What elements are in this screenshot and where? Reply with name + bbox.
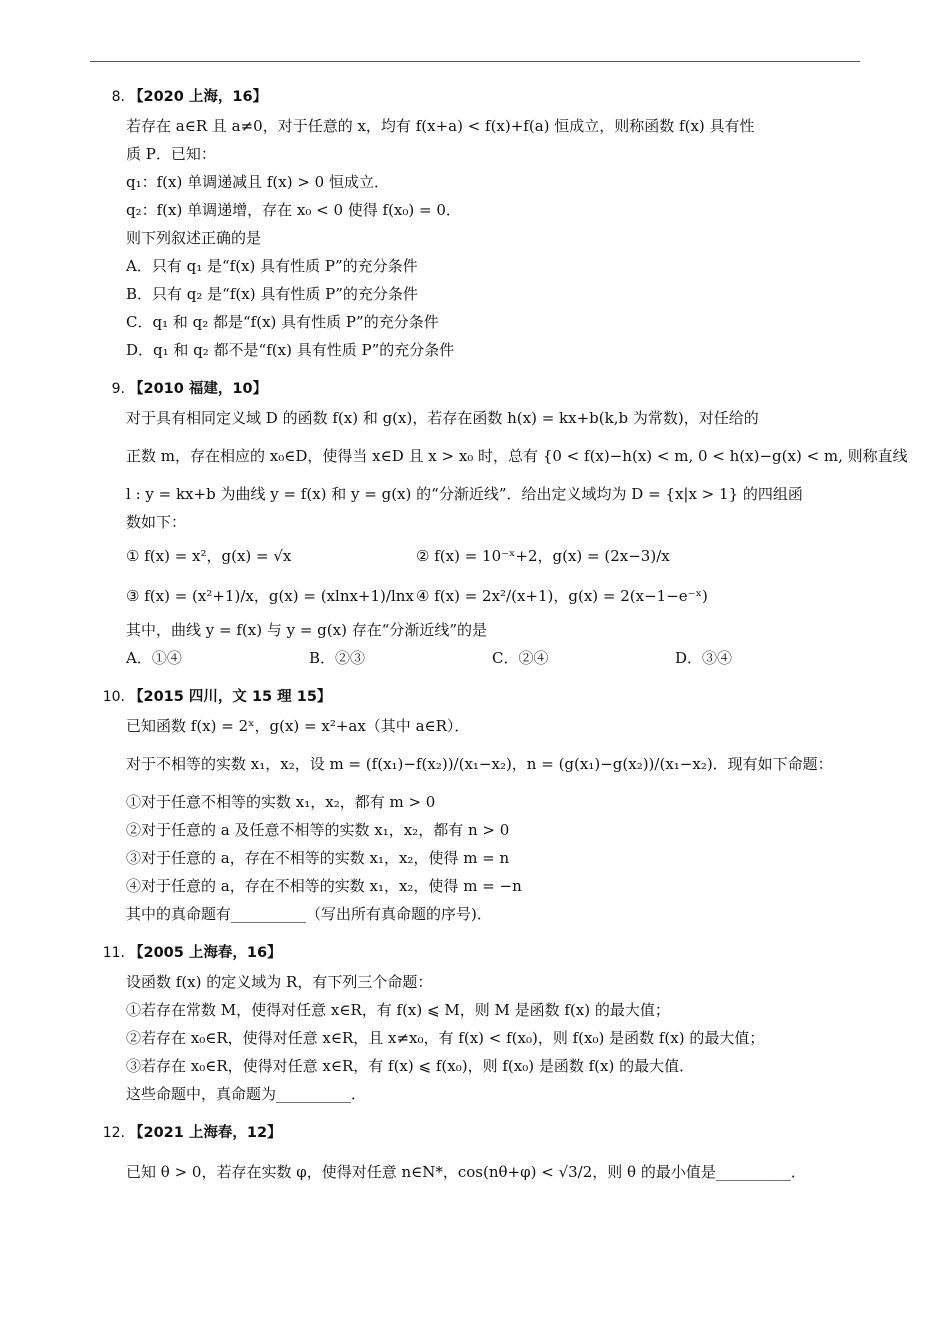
option-a: A．只有 q₁ 是“f(x) 具有性质 P”的充分条件 <box>126 257 418 275</box>
question-prompt: 这些命题中，真命题为__________． <box>126 1085 367 1103</box>
question-number: 11. <box>102 945 125 961</box>
question-source: 【2005 上海春，16】 <box>129 945 282 961</box>
question-prompt: 其中的真命题有__________（写出所有真命题的序号)． <box>126 905 492 923</box>
question-9 <box>93 374 908 672</box>
question-number: 10. <box>102 689 125 705</box>
proposition-4: ④对于任意的 a，存在不相等的实数 x₁，x₂，使得 m = −n <box>126 877 522 895</box>
option-b: B．②③ <box>309 649 366 667</box>
question-text: 数如下： <box>126 513 187 531</box>
question-10 <box>93 682 863 928</box>
proposition-2: ②若存在 x₀∈R，使得对任意 x∈R，且 x≠x₀，有 f(x) < f(x₀)，则 f(x₀) 是函数 f(x) 的最大值； <box>126 1029 765 1047</box>
question-source: 【2010 福建，10】 <box>129 381 268 397</box>
answer-options <box>126 644 863 672</box>
proposition-1: ①若存在常数 M，使得对任意 x∈R，有 f(x) ⩽ M，则 M 是函数 f(x) 的最大值； <box>126 1001 670 1019</box>
function-pair-row <box>126 576 863 616</box>
question-source: 【2015 四川，文 15 理 15】 <box>129 689 332 705</box>
option-a: A．①④ <box>126 649 182 667</box>
question-text: 已知 θ > 0，若存在实数 φ，使得对任意 n∈N*，cos(nθ+φ) < √3/2，则 θ 的最小值是__________． <box>126 1163 806 1181</box>
question-number: 12. <box>102 1125 125 1141</box>
option-c: C．q₁ 和 q₂ 都是“f(x) 具有性质 P”的充分条件 <box>126 313 439 331</box>
question-text: 对于不相等的实数 x₁，x₂，设 m = (f(x₁)−f(x₂))/(x₁−x₂)，n = (g(x₁)−g(x₂))/(x₁−x₂)．现有如下命题： <box>126 755 833 773</box>
condition-q2: q₂：f(x) 单调递增，存在 x₀ < 0 使得 f(x₀) = 0． <box>126 201 461 219</box>
option-d: D．③④ <box>675 649 733 667</box>
question-number: 8. <box>111 89 125 105</box>
question-12 <box>93 1118 863 1196</box>
header-rule <box>90 61 860 62</box>
proposition-1: ①对于任意不相等的实数 x₁，x₂，都有 m > 0 <box>126 793 436 811</box>
proposition-3: ③若存在 x₀∈R，使得对任意 x∈R，有 f(x) ⩽ f(x₀)，则 f(x₀) 是函数 f(x) 的最大值． <box>126 1057 695 1075</box>
option-c: C．②④ <box>492 649 549 667</box>
function-pair-row <box>126 536 863 576</box>
function-pair-2: ② f(x) = 10⁻ˣ+2，g(x) = (2x−3)/x <box>416 547 670 565</box>
option-d: D．q₁ 和 q₂ 都不是“f(x) 具有性质 P”的充分条件 <box>126 341 455 359</box>
question-source: 【2020 上海，16】 <box>129 89 268 105</box>
option-b: B．只有 q₂ 是“f(x) 具有性质 P”的充分条件 <box>126 285 418 303</box>
function-pair-3: ③ f(x) = (x²+1)/x，g(x) = (xlnx+1)/lnx <box>126 587 414 605</box>
question-prompt: 其中，曲线 y = f(x) 与 y = g(x) 存在“分渐近线”的是 <box>126 621 488 639</box>
question-text: 正数 m，存在相应的 x₀∈D，使得当 x∈D 且 x > x₀ 时，总有 {0 < f(x)−h(x) < m, 0 < h(x)−g(x) < m, 则称直线 <box>126 447 908 465</box>
function-pair-1: ① f(x) = x²，g(x) = √x <box>126 547 292 565</box>
question-number: 9. <box>111 381 125 397</box>
function-pair-4: ④ f(x) = 2x²/(x+1)，g(x) = 2(x−1−e⁻ˣ) <box>416 587 708 605</box>
question-source: 【2021 上海春，12】 <box>129 1125 282 1141</box>
question-text: 已知函数 f(x) = 2ˣ，g(x) = x²+ax（其中 a∈R）． <box>126 717 470 735</box>
proposition-2: ②对于任意的 a 及任意不相等的实数 x₁，x₂，都有 n > 0 <box>126 821 510 839</box>
question-text: 质 P．已知： <box>126 145 216 163</box>
question-text: 设函数 f(x) 的定义域为 R，有下列三个命题： <box>126 973 433 991</box>
question-prompt: 则下列叙述正确的是 <box>126 229 262 247</box>
question-text: l : y = kx+b 为曲线 y = f(x) 和 y = g(x) 的“分渐近线”．给出定义域均为 D = {x|x > 1} 的四组函 <box>126 485 803 503</box>
question-text: 对于具有相同定义域 D 的函数 f(x) 和 g(x)，若存在函数 h(x) = kx+b(k,b 为常数)，对任给的 <box>126 409 759 427</box>
question-8 <box>93 82 863 364</box>
question-text: 若存在 a∈R 且 a≠0，对于任意的 x，均有 f(x+a) < f(x)+f(a) 恒成立，则称函数 f(x) 具有性 <box>126 117 755 135</box>
condition-q1: q₁：f(x) 单调递减且 f(x) > 0 恒成立． <box>126 173 389 191</box>
document-body <box>93 82 908 1206</box>
question-11 <box>93 938 863 1108</box>
proposition-3: ③对于任意的 a，存在不相等的实数 x₁，x₂，使得 m = n <box>126 849 510 867</box>
